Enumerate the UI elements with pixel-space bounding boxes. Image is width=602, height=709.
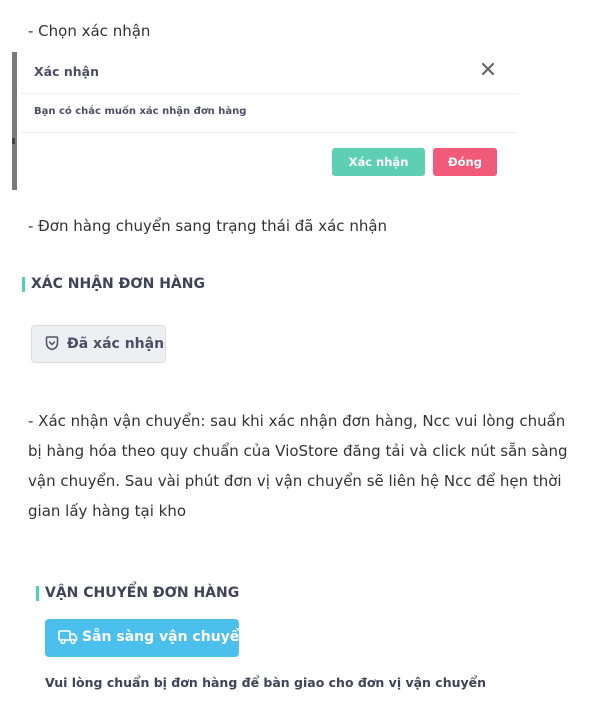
close-button[interactable]: Đóng [433,148,497,176]
shipping-note: Vui lòng chuẩn bị đơn hàng để bàn giao cho đơn vị vận chuyển [45,675,487,690]
step-select-confirm: - Chọn xác nhận [28,22,151,40]
ready-to-ship-label: Sẵn sàng vận chuyển [82,629,250,645]
truck-icon [58,629,78,645]
dialog-message: Bạn có chắc muốn xác nhận đơn hàng [34,106,247,117]
dialog-edge-mark [12,138,15,144]
shipping-description: - Xác nhận vận chuyển: sau khi xác nhận đơn hàng, Ncc vui lòng chuẩn bị hàng hóa theo quy chuẩn của VioStore đăng tải và click nút sẵn sàng vận chuyển. Sau vài phút đơn vị vận chuyển sẽ liên hệ Ncc để hẹn thời gian lấy hàng tại kho [28,412,568,520]
step-status-changed: - Đơn hàng chuyển sang trạng thái đã xác nhận [28,217,388,235]
dialog-left-border [12,52,17,190]
confirmed-status-button[interactable] [31,325,166,363]
confirm-dialog-screenshot [12,52,517,190]
heading-accent-bar [36,586,39,601]
close-x-icon [481,62,495,76]
confirm-button[interactable]: Xác nhận [332,148,425,176]
shield-check-icon [44,335,60,351]
shipping-section-title: VẬN CHUYỂN ĐƠN HÀNG [45,585,240,601]
confirmed-status-label: Đã xác nhận [67,336,165,352]
confirm-section-title: XÁC NHẬN ĐƠN HÀNG [31,276,205,292]
close-icon[interactable] [479,62,497,80]
dialog-divider-bottom [20,132,517,133]
heading-accent-bar [22,277,25,292]
dialog-title: Xác nhận [34,64,99,79]
ready-to-ship-button[interactable] [45,619,250,657]
dialog-divider [20,93,517,94]
